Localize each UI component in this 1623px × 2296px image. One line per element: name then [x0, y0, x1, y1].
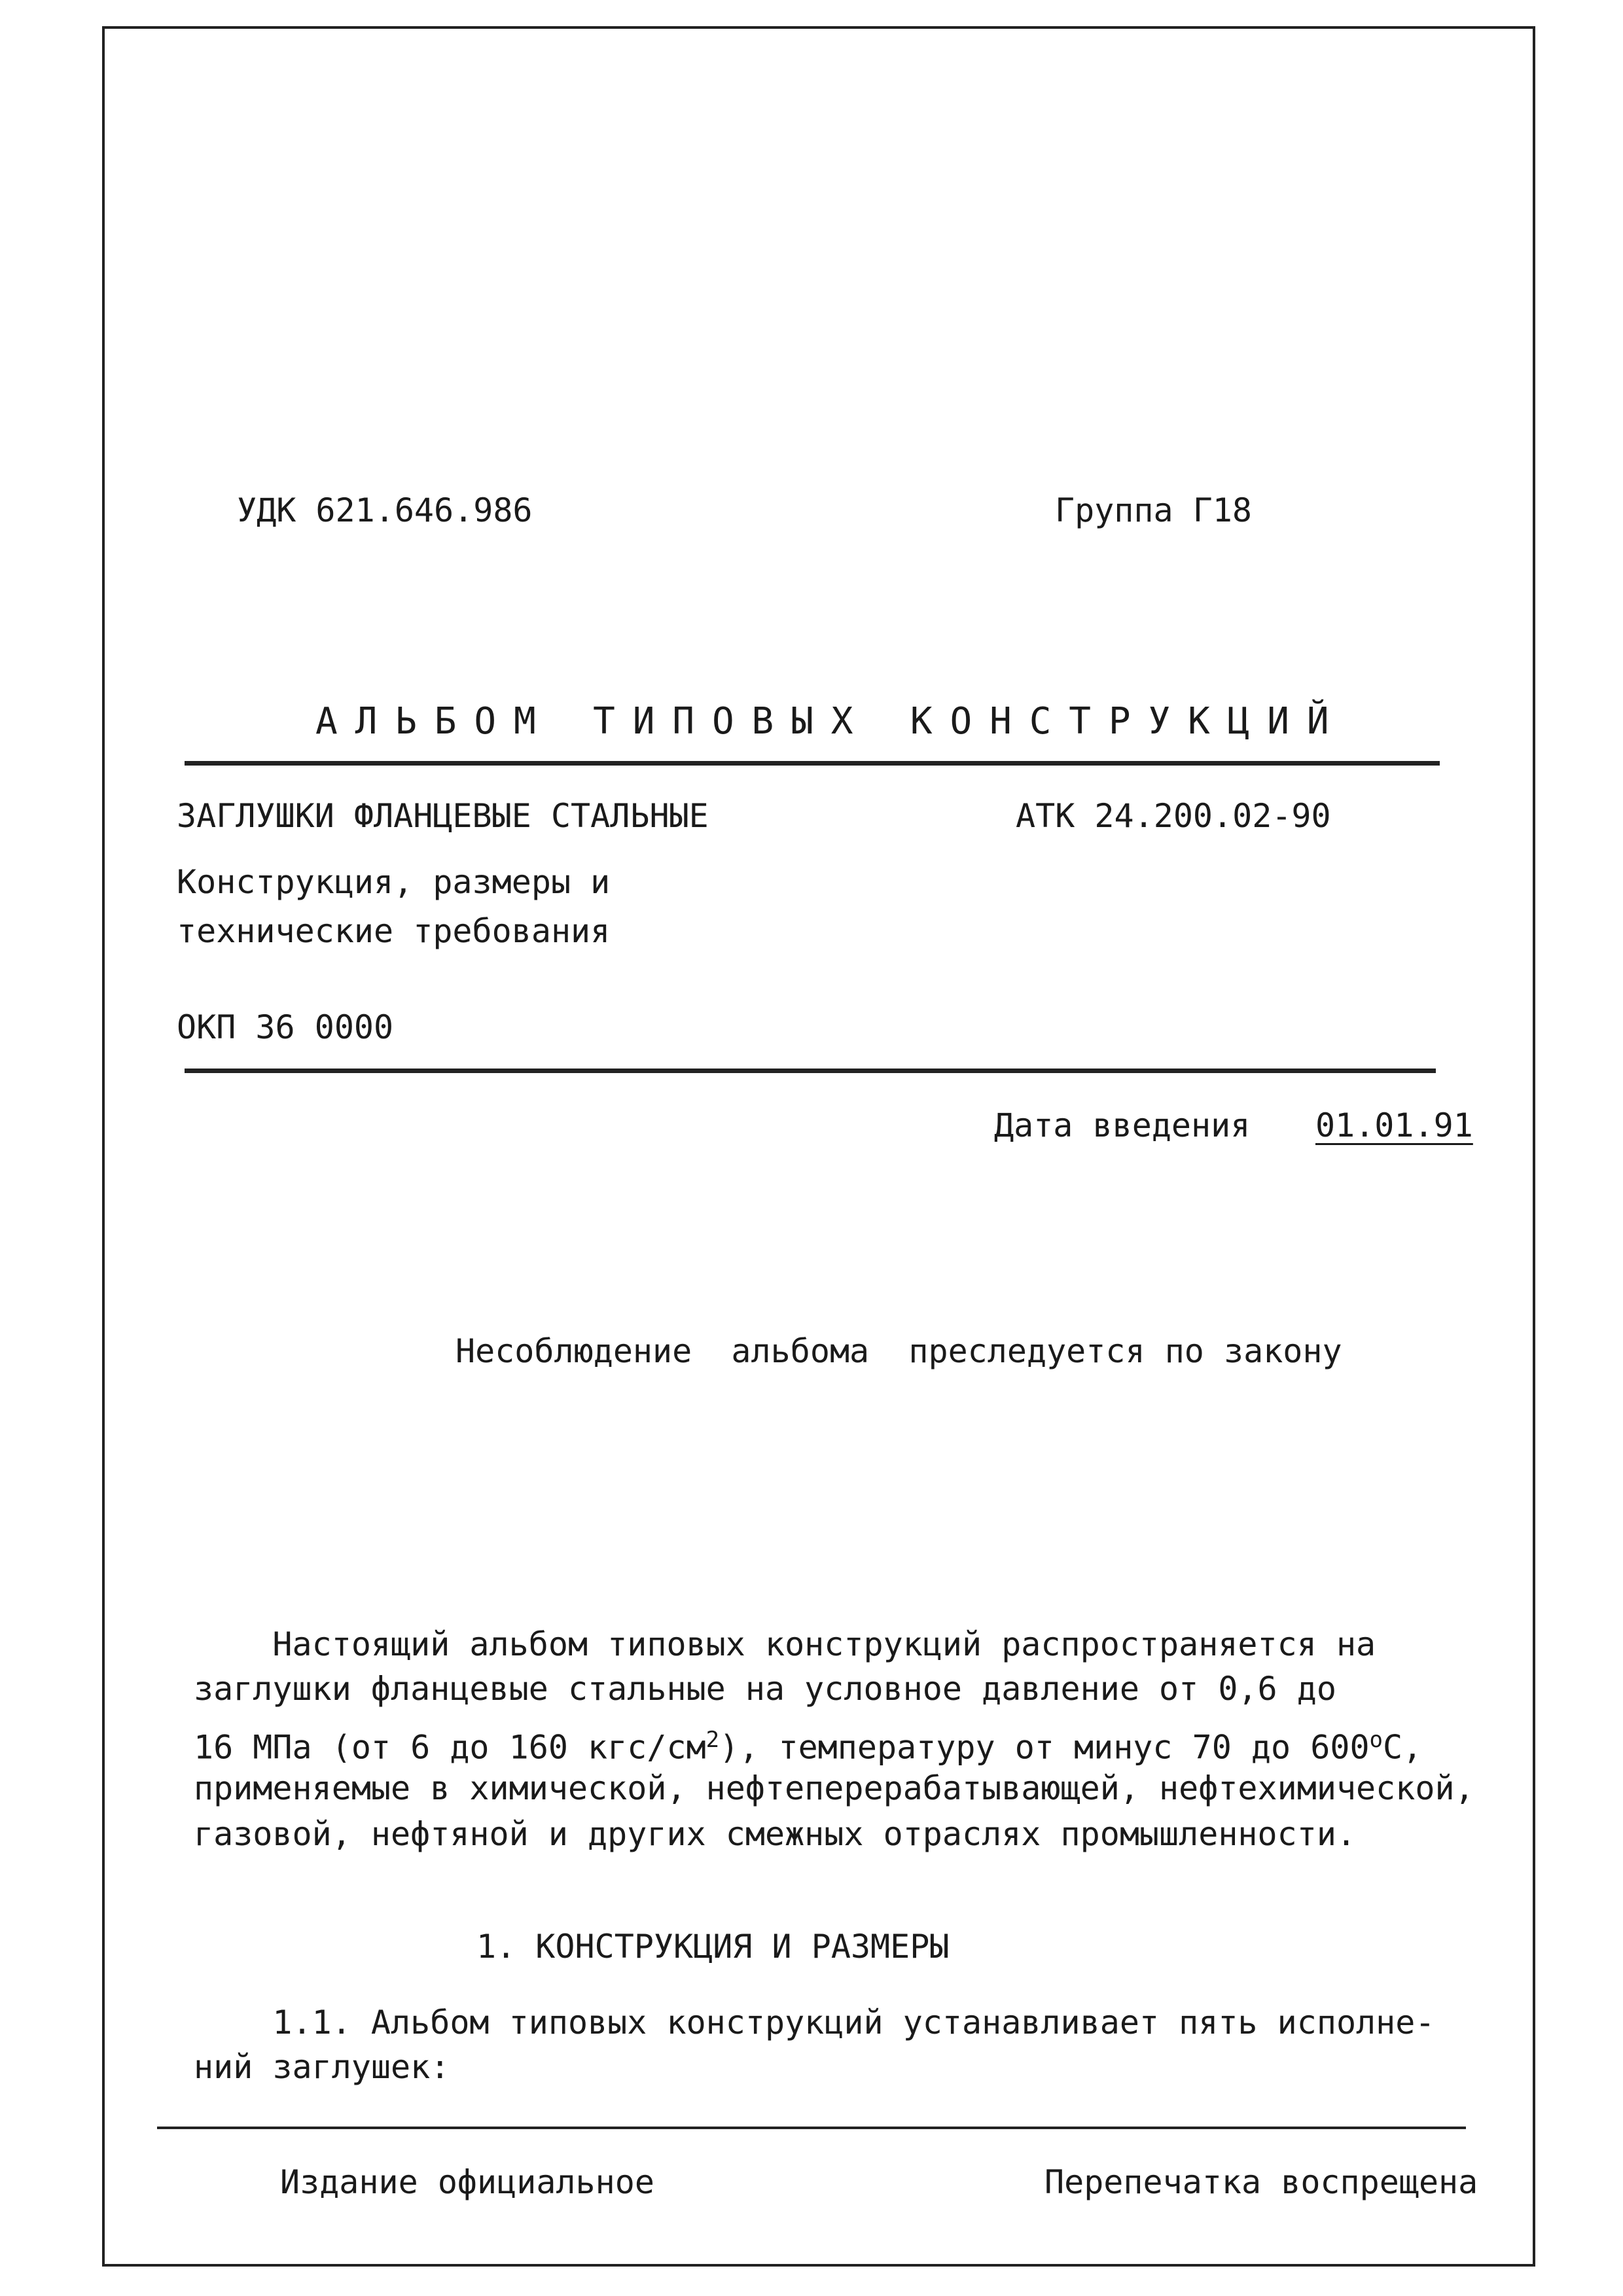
scope-line-4: применяемые в химической, нефтеперерабатывающей, нефтехимической,: [194, 1769, 1474, 1807]
album-title: АЛЬБОМ ТИПОВЫХ КОНСТРУКЦИЙ: [315, 700, 1347, 743]
product-subtitle-line2: технические требования: [177, 912, 611, 950]
footer-right: Перепечатка воспрещена: [1044, 2163, 1478, 2201]
section-heading: 1. КОНСТРУКЦИЯ И РАЗМЕРЫ: [476, 1928, 950, 1966]
group-code: Группа Г18: [1055, 491, 1253, 529]
footer-left: Издание официальное: [280, 2163, 654, 2201]
title-rule-top: [185, 761, 1440, 766]
scope-line-3-sup-1: 2: [705, 1727, 720, 1753]
intro-date-value: 01.01.91: [1315, 1106, 1473, 1144]
intro-date-label: Дата введения: [994, 1106, 1251, 1144]
legal-notice: Несоблюдение альбома преследуется по закону: [455, 1332, 1342, 1370]
scope-line-3-sup-2: o: [1369, 1727, 1383, 1753]
scope-line-5: газовой, нефтяной и других смежных отраслях промышленности.: [194, 1815, 1357, 1853]
scope-line-3-pre: 16 МПа (от 6 до 160 кгс/см: [194, 1728, 706, 1767]
title-rule-bottom: [185, 1069, 1436, 1073]
product-subtitle-line1: Конструкция, размеры и: [177, 863, 611, 901]
product-code: АТК 24.200.02-90: [1016, 797, 1331, 835]
product-name: ЗАГЛУШКИ ФЛАНЦЕВЫЕ СТАЛЬНЫЕ: [177, 797, 709, 835]
okp-code: ОКП 36 0000: [177, 1008, 394, 1046]
udk-code: УДК 621.646.986: [237, 491, 533, 529]
scope-line-1: Настоящий альбом типовых конструкций распространяется на: [194, 1625, 1376, 1663]
clause-line-2: ний заглушек:: [194, 2048, 450, 2086]
scope-line-3: [194, 1718, 1422, 1769]
scope-line-3-post: С,: [1383, 1728, 1423, 1767]
footer-rule: [157, 2127, 1466, 2129]
scope-line-3-mid: ), температуру от минус 70 до 600: [719, 1728, 1370, 1767]
scope-line-2: заглушки фланцевые стальные на условное давление от 0,6 до: [194, 1670, 1336, 1708]
clause-line-1: 1.1. Альбом типовых конструкций устанавливает пять исполне-: [194, 2004, 1435, 2041]
